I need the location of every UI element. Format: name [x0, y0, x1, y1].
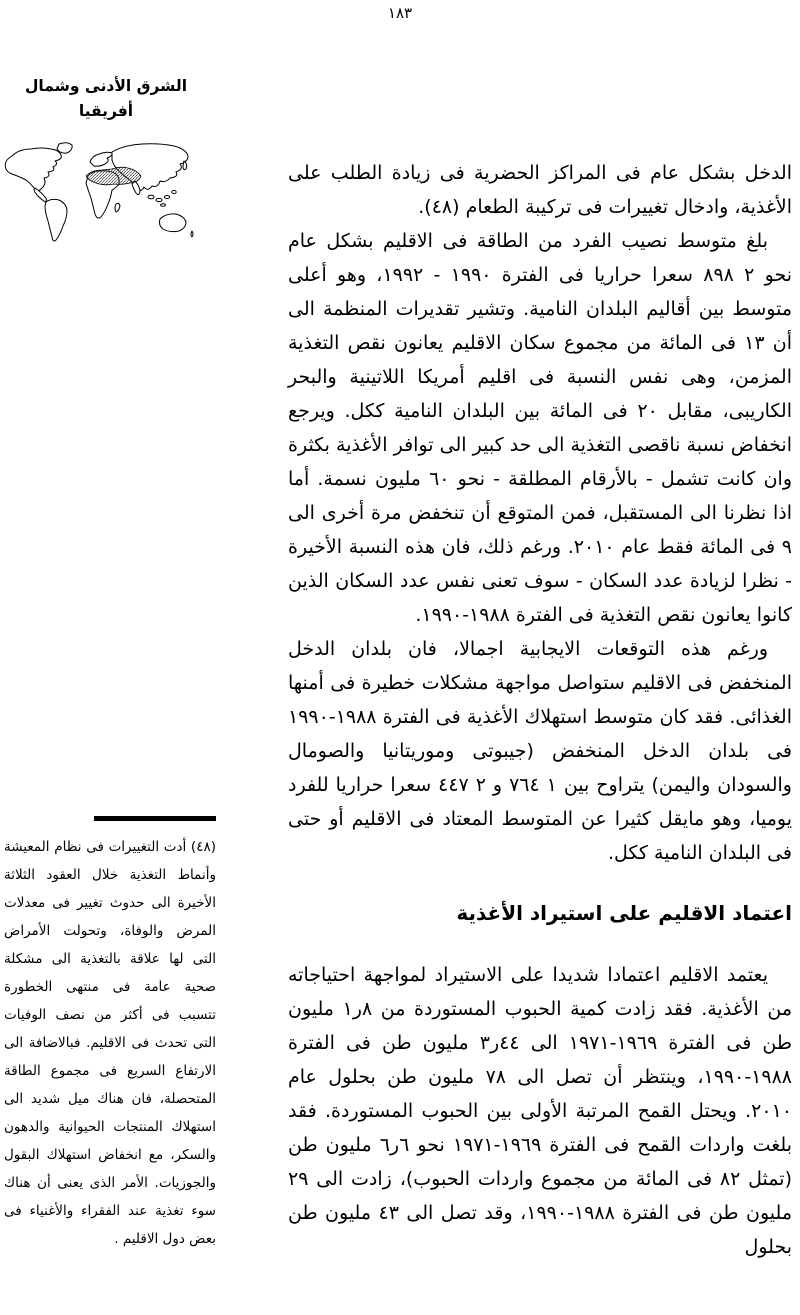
map-south-america	[45, 199, 67, 241]
region-title-line2: أفريقيا	[78, 102, 134, 120]
map-australia	[159, 214, 186, 232]
footnote-block	[4, 816, 216, 1253]
footnote-separator-rule	[94, 816, 216, 821]
body-paragraph: ورغم هذه التوقعات الايجابية اجمالا، فان بلدان الدخل المنخفض فى الاقليم ستواصل مواجهة مشكلات خطيرة فى أمنها الغذائى. فقد كان متوسط استهلاك الأغذية فى الفترة ١٩٨٨-١٩٩٠ فى بلدان الدخل المنخفض (جيبوتى وموريتانيا والصومال والسودان واليمن) يتراوح بين ١ ٧٦٤ و ٢ ٤٤٧ سعرا حراريا للفرد يوميا، وهو مايقل كثيرا عن المتوسط المعتاد فى الاقليم أو حتى فى البلدان النامية ككل.	[288, 638, 792, 864]
map-island	[156, 198, 162, 201]
map-island	[148, 195, 154, 199]
footnote-text: (٤٨) أدت التغييرات فى نظام المعيشة وأنماط التغذية خلال العقود الثلاثة الأخيرة الى حدوث تغيير فى معدلات المرض والوفاة، وتحولت الأمراض التى لها علاقة بالتغذية الى مشكلة صحية عامة فى منتهى الخطورة تتسبب فى أكثر من نصف الوفيات التى تحدث فى الاقليم. فبالاضافة الى الارتفاع السريع فى مجموع الطاقة المتحصلة، فان هناك ميل شديد الى استهلاك المنتجات الحيوانية والدهون والسكر، مع انخفاض استهلاك البقول والجوزيات. الأمر الذى يعنى أن هناك سوء تغذية عند الفقراء والأغنياء فى بعض دول الاقليم .	[4, 839, 216, 1247]
map-highlight-region-near-east-north-africa	[86, 167, 141, 185]
body-paragraph: يعتمد الاقليم اعتمادا شديدا على الاستيراد لمواجهة احتياجاته من الأغذية. فقد زادت كمية الحبوب المستوردة من ٨ر١ مليون طن فى الفترة ١٩٦٩-١٩٧١ الى ٤٤ر٣ مليون طن فى الفترة ١٩٨٨-١٩٩٠، وينتظر أن تصل الى ٧٨ مليون طن بحلول عام ٢٠١٠. ويحتل القمح المرتبة الأولى بين الحبوب المستوردة. فقد بلغت واردات القمح فى الفترة ١٩٦٩-١٩٧١ نحو ٦ر٦ مليون طن (تمثل ٨٢ فى المائة من مجموع واردات الحبوب)، زادت الى ٢٩ مليون طن فى الفترة ١٩٨٨-١٩٩٠، وقد تصل الى ٤٣ مليون طن بحلول	[288, 964, 793, 1258]
map-new-zealand	[191, 231, 193, 237]
map-greenland	[57, 143, 72, 153]
map-island	[161, 204, 166, 207]
map-continents	[5, 143, 193, 241]
body-paragraph: بلغ متوسط نصيب الفرد من الطاقة فى الاقليم بشكل عام نحو ٢ ٨٩٨ سعرا حراريا فى الفترة ١٩٩٠ - ١٩٩٢، وهو أعلى متوسط بين أقاليم البلدان النامية. وتشير تقديرات المنظمة الى أن ١٣ فى المائة من مجموع سكان الاقليم يعانون نقص التغذية المزمن، وهى نفس النسبة فى اقليم أمريكا اللاتينية والبحر الكاريبى، مقابل ٢٠ فى المائة بين البلدان النامية ككل. ويرجع انخفاض نسبة ناقصى التغذية الى حد كبير الى توافر الأغذية بكثرة وان كانت تشمل - بالأرقام المطلقة - نحو ٦٠ مليون نسمة. أما اذا نظرنا الى المستقبل، فمن المتوقع أن تنخفض مرة أخرى الى ٩ فى المائة فقط عام ٢٠١٠. ورغم ذلك، فان هذه النسبة الأخيرة - نظرا لزيادة عدد السكان - سوف تعنى نفس عدد السكان الذين كانوا يعانون نقص التغذية فى الفترة ١٩٨٨-١٩٩٠.	[288, 230, 792, 626]
body-paragraph: الدخل بشكل عام فى المراكز الحضرية فى زيادة الطلب على الأغذية، وادخال تغييرات فى تركيبة الطعام (٤٨).	[288, 162, 792, 218]
main-text-column	[288, 156, 792, 1264]
region-title-line1: الشرق الأدنى وشمال	[24, 77, 188, 95]
world-map	[0, 134, 216, 264]
map-island	[172, 190, 176, 193]
page-number: ١٨٣	[387, 4, 413, 22]
map-north-america	[5, 148, 61, 191]
section-heading: اعتماد الاقليم على استيراد الأغذية	[456, 901, 792, 925]
map-europe	[90, 152, 113, 166]
map-island	[164, 196, 169, 199]
map-madagascar	[115, 203, 120, 212]
map-japan	[183, 161, 187, 170]
region-title	[6, 74, 206, 124]
